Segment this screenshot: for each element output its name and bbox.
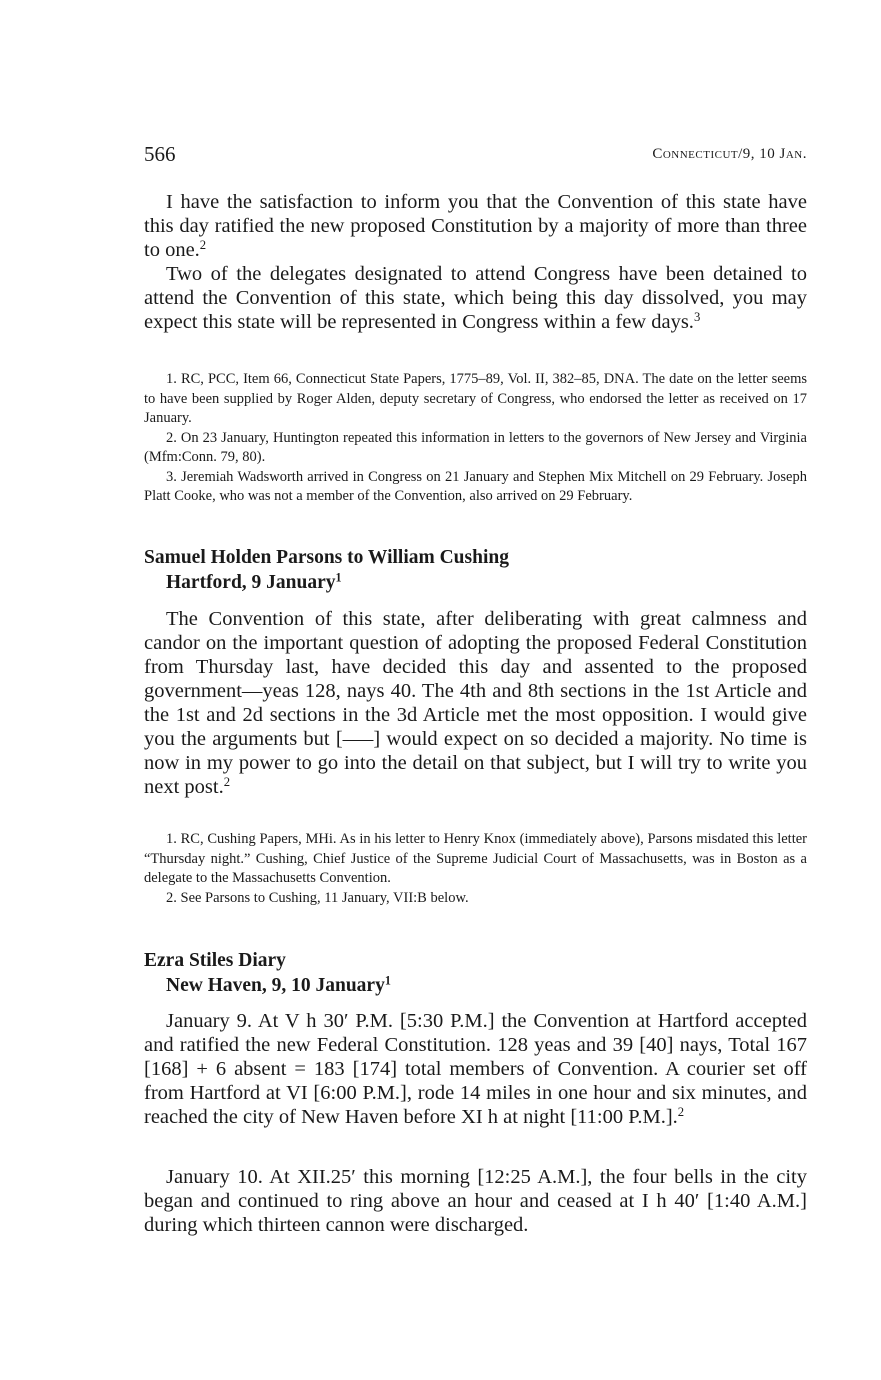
note-reference: 2	[223, 775, 231, 790]
footnote: 2. See Parsons to Cushing, 11 January, VII:B below.	[166, 889, 469, 906]
letter-continuation	[144, 190, 807, 334]
section-running-title: Connecticut/9, 10 Jan.	[652, 146, 807, 162]
note-reference: 1	[384, 973, 391, 988]
note-reference: 1	[335, 570, 342, 585]
diary-entry: January 10. At XII.25′ this morning [12:25 A.M.], the four bells in the city began and continued to ring above an hour and ceased at I h 40′ [1:40 A.M.] during which thirteen cannon were discharged.	[144, 1166, 807, 1236]
running-head	[144, 142, 807, 166]
stiles-diary-body-continued	[144, 1165, 807, 1237]
footnote: 2. On 23 January, Huntington repeated this information in letters to the governors of New Jersey and Virginia (Mfm:Conn. 79, 80).	[144, 429, 807, 465]
footnote: 3. Jeremiah Wadsworth arrived in Congress on 21 January and Stephen Mix Mitchell on 29 February. Joseph Platt Cooke, who was not a member of the Convention, also arrived on 29 February.	[144, 468, 807, 504]
document-place-date: New Haven, 9, 10 January$^1$	[166, 973, 391, 996]
parsons-letter-body	[144, 607, 807, 799]
note-reference: 2	[199, 238, 207, 253]
document-place-date: Hartford, 9 January$^1$	[166, 570, 342, 593]
footnotes-parsons	[144, 830, 807, 908]
footnote: 1. RC, PCC, Item 66, Connecticut State Papers, 1775–89, Vol. II, 382–85, DNA. The date on the letter seems to have been supplied by Roger Alden, deputy secretary of Congress, who endorsed the letter as received on 17 January.	[144, 371, 807, 426]
document-title: Ezra Stiles Diary	[144, 950, 286, 971]
body-paragraph: I have the satisfaction to inform you that the Convention of this state have this day ratified the new proposed Constitution by a majority of more than three to one.$^2$	[144, 191, 807, 261]
stiles-diary-body	[144, 1009, 807, 1129]
body-paragraph: The Convention of this state, after deliberating with great calmness and candor on the important question of adopting the proposed Federal Constitution from Thursday last, have decided this day and assented to the proposed government—yeas 128, nays 40. The 4th and 8th sections in the 1st Article and the 1st and 2d sections in the 3d Article met the most opposition. I would give you the arguments but [—–] would expect on so decided a majority. No time is now in my power to go into the detail on that subject, but I will try to write you next post.$^2$	[144, 608, 807, 798]
note-reference: 2	[677, 1105, 685, 1120]
document-title: Samuel Holden Parsons to William Cushing	[144, 547, 509, 568]
document-heading-parsons	[144, 545, 807, 595]
footnote: 1. RC, Cushing Papers, MHi. As in his letter to Henry Knox (immediately above), Parsons misdated this letter “Thursday night.” Cushing, Chief Justice of the Supreme Judicial Court of Massachusetts, was in Boston as a delegate to the Massachusetts Convention.	[144, 831, 807, 886]
note-reference: 3	[693, 310, 701, 325]
body-paragraph: Two of the delegates designated to attend Congress have been detained to attend the Convention of this state, which being this day dissolved, you may expect this state will be represented in Congress within a few days.$^3$	[144, 263, 807, 333]
document-heading-stiles	[144, 948, 807, 998]
footnotes-letter-continuation	[144, 370, 807, 507]
page-number: 566	[144, 142, 176, 166]
diary-entry: January 9. At V h 30′ P.M. [5:30 P.M.] the Convention at Hartford accepted and ratified the new Federal Constitution. 128 yeas and 39 [40] nays, Total 167 [168] + 6 absent = 183 [174] total members of Convention. A courier set off from Hartford at VI [6:00 P.M.], rode 14 miles in one hour and six minutes, and reached the city of New Haven before XI h at night [11:00 P.M.].$^2$	[144, 1010, 807, 1128]
